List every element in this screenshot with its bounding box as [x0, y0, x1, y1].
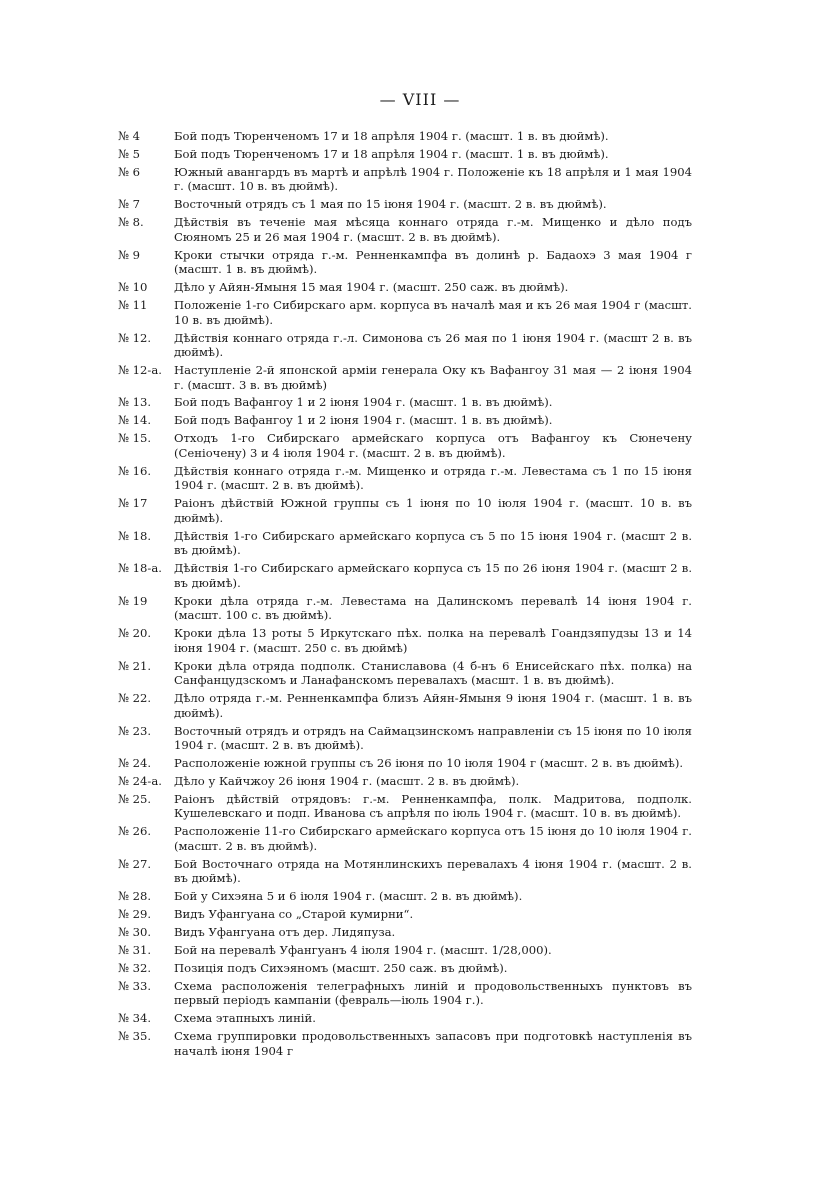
list-item	[118, 1029, 692, 1058]
list-item	[118, 792, 692, 821]
entry-text: Схема группировки продовольственныхъ запасовъ при подготовкѣ наступленія въ началѣ іюня 1904 г	[174, 1029, 692, 1058]
entry-number: № 24-а.	[118, 773, 162, 788]
entry-text: Бой подъ Тюренченомъ 17 и 18 апрѣля 1904 г. (масшт. 1 в. въ дюймѣ).	[174, 146, 609, 161]
entry-number: № 16.	[118, 463, 152, 478]
list-item	[118, 907, 692, 922]
entry-text: Раіонъ дѣйствій Южной группы съ 1 іюня по 10 іюля 1904 г. (масшт. 10 в. въ дюймѣ).	[174, 496, 692, 525]
entry-text: Бой на перевалѣ Уфангуанъ 4 іюля 1904 г. (масшт. 1/28,000).	[174, 943, 552, 957]
list-item	[118, 413, 692, 428]
list-item	[118, 979, 692, 1008]
entry-number: № 24.	[118, 756, 152, 771]
list-item	[118, 363, 692, 392]
entry-text: Дѣйствія въ теченіе мая мѣсяца коннаго отряда г.-м. Мищенко и дѣло подъ Сюяномъ 25 и 26 мая 1904 г. (масшт. 2 в. въ дюймѣ).	[174, 215, 692, 244]
entry-text: Дѣло отряда г.-м. Ренненкампфа близъ Айян-Ямыня 9 іюня 1904 г. (масшт. 1 в. въ дюймѣ).	[174, 691, 692, 720]
list-item	[118, 280, 692, 295]
entry-number: № 9	[118, 247, 141, 262]
entry-text: Схема этапныхъ линій.	[174, 1011, 316, 1026]
entry-text: Бой у Сихэяна 5 и 6 іюля 1904 г. (масшт. 2 в. въ дюймѣ).	[174, 889, 523, 904]
entry-number: № 28.	[118, 889, 152, 904]
list-item	[118, 925, 692, 940]
list-item	[118, 431, 692, 460]
entry-number: № 15.	[118, 431, 152, 446]
entry-number: № 23.	[118, 723, 152, 738]
entry-number: № 32.	[118, 960, 152, 975]
list-item	[118, 529, 692, 558]
entry-text: Расположеніе южной группы съ 26 іюня по 10 іюля 1904 г (масшт. 2 в. въ дюймѣ).	[174, 756, 684, 771]
entry-number: № 12-а.	[118, 362, 162, 377]
entry-number: № 31.	[118, 943, 152, 957]
entry-number: № 10	[118, 280, 148, 295]
entry-text: Отходъ 1-го Сибирскаго армейскаго корпуса отъ Вафангоу къ Сюнечену (Сеніочену) 3 и 4 іюля 1904 г. (масшт. 2 в. въ дюймѣ).	[174, 431, 692, 460]
entry-number: № 4	[118, 129, 141, 143]
list-item	[118, 691, 692, 720]
entry-text: Дѣйствія коннаго отряда г.-м. Мищенко и отряда г.-м. Левестама съ 1 по 15 іюня 1904 г. (масшт. 2 в. въ дюймѣ).	[174, 463, 692, 493]
list-item	[118, 756, 692, 771]
entry-number: № 29.	[118, 907, 152, 922]
entry-text: Дѣйствія 1-го Сибирскаго армейскаго корпуса съ 5 по 15 іюня 1904 г. (масшт 2 в. въ дюймѣ).	[174, 528, 692, 558]
entry-text: Кроки дѣла отряда г.-м. Левестама на Далинскомъ перевалѣ 14 іюня 1904 г. (масшт. 100 с. въ дюймѣ).	[174, 593, 692, 623]
list-item	[118, 561, 692, 590]
list-item	[118, 774, 692, 789]
list-item	[118, 129, 692, 144]
entry-text: Дѣло у Айян-Ямыня 15 мая 1904 г. (масшт. 250 саж. въ дюймѣ).	[174, 280, 569, 295]
entry-text: Бой подъ Тюренченомъ 17 и 18 апрѣля 1904 г. (масшт. 1 в. въ дюймѣ).	[174, 129, 609, 143]
list-item	[118, 824, 692, 853]
list-item	[118, 248, 692, 277]
entry-text: Наступленіе 2-й японской арміи генерала Оку къ Вафангоу 31 мая — 2 іюня 1904 г. (масшт. 3 в. въ дюймѣ)	[174, 362, 692, 392]
list-item	[118, 215, 692, 244]
entry-number: № 18-а.	[118, 561, 162, 576]
list-item	[118, 961, 692, 976]
entry-text: Позиція подъ Сихэяномъ (масшт. 250 саж. въ дюймѣ).	[174, 960, 508, 975]
entry-number: № 19	[118, 593, 148, 608]
list-item	[118, 395, 692, 410]
list-item	[118, 298, 692, 327]
entry-number: № 7	[118, 197, 141, 212]
map-list	[118, 129, 692, 1062]
list-item	[118, 464, 692, 493]
list-item	[118, 331, 692, 360]
list-item	[118, 889, 692, 904]
entry-text: Расположеніе 11-го Сибирскаго армейскаго корпуса отъ 15 іюня до 10 іюля 1904 г. (масшт. 2 в. въ дюймѣ).	[174, 824, 692, 853]
entry-number: № 20.	[118, 626, 152, 641]
list-item	[118, 594, 692, 623]
list-item	[118, 626, 692, 655]
entry-number: № 34.	[118, 1011, 152, 1026]
list-item	[118, 857, 692, 886]
entry-number: № 25.	[118, 791, 152, 806]
entry-number: № 33.	[118, 978, 152, 993]
list-item	[118, 197, 692, 212]
entry-text: Восточный отрядъ съ 1 мая по 15 іюня 1904 г. (масшт. 2 в. въ дюймѣ).	[174, 197, 607, 212]
entry-number: № 14.	[118, 413, 152, 428]
entry-number: № 6	[118, 164, 141, 179]
entry-text: Кроки стычки отряда г.-м. Ренненкампфа въ долинѣ р. Бадаохэ 3 мая 1904 г (масшт. 1 в. въ дюймѣ).	[174, 247, 692, 277]
entry-number: № 17	[118, 496, 148, 511]
entry-number: № 21.	[118, 658, 152, 673]
entry-number: № 11	[118, 298, 148, 313]
entry-text: Видъ Уфангуана отъ дер. Лидяпуза.	[174, 925, 396, 940]
entry-text: Дѣйствія коннаго отряда г.-л. Симонова съ 26 мая по 1 іюня 1904 г. (масшт 2 в. въ дюймѣ).	[174, 330, 692, 360]
entry-number: № 8.	[118, 215, 144, 230]
entry-text: Кроки дѣла отряда подполк. Станиславова (4 б-нъ 6 Енисейскаго пѣх. полка) на Санфанцудзскомъ и Ланафанскомъ перевалахъ (масшт. 1 в. въ дюймѣ).	[174, 658, 692, 688]
entry-text: Дѣйствія 1-го Сибирскаго армейскаго корпуса съ 15 по 26 іюня 1904 г. (масшт 2 в. въ дюймѣ).	[174, 561, 692, 590]
entry-number: № 13.	[118, 395, 152, 410]
entry-number: № 22.	[118, 691, 152, 706]
entry-number: № 18.	[118, 528, 152, 543]
entry-text: Раіонъ дѣйствій отрядовъ: г.-м. Ренненкампфа, полк. Мадритова, подполк. Кушелевскаго и подп. Иванова съ апрѣля по іюль 1904 г. (масшт. 10 в. въ дюймѣ).	[174, 791, 692, 821]
list-item	[118, 943, 692, 958]
entry-number: № 12.	[118, 330, 152, 345]
list-item	[118, 496, 692, 525]
entry-text: Видъ Уфангуана со „Старой кумирни“.	[174, 907, 414, 922]
entry-number: № 27.	[118, 856, 152, 871]
list-item	[118, 165, 692, 194]
list-item	[118, 659, 692, 688]
entry-text: Бой подъ Вафангоу 1 и 2 іюня 1904 г. (масшт. 1 в. въ дюймѣ).	[174, 395, 553, 410]
entry-text: Дѣло у Кайчжоу 26 іюня 1904 г. (масшт. 2 в. въ дюймѣ).	[174, 773, 520, 788]
entry-text: Бой Восточнаго отряда на Мотянлинскихъ перевалахъ 4 іюня 1904 г. (масшт. 2 в. въ дюймѣ).	[174, 856, 692, 886]
list-item	[118, 147, 692, 162]
list-item	[118, 724, 692, 753]
list-item	[118, 1011, 692, 1026]
entry-text: Бой подъ Вафангоу 1 и 2 іюня 1904 г. (масшт. 1 в. въ дюймѣ).	[174, 413, 553, 428]
entry-number: № 26.	[118, 824, 152, 839]
page-number: — VIII —	[379, 90, 461, 109]
entry-text: Восточный отрядъ и отрядъ на Саймацзинскомъ направленіи съ 15 іюня по 10 іюля 1904 г. (масшт. 2 в. въ дюймѣ).	[174, 723, 692, 753]
entry-number: № 35.	[118, 1029, 152, 1044]
entry-text: Положеніе 1-го Сибирскаго арм. корпуса въ началѣ мая и къ 26 мая 1904 г (масшт. 10 в. въ дюймѣ).	[174, 298, 692, 327]
entry-text: Кроки дѣла 13 роты 5 Иркутскаго пѣх. полка на перевалѣ Гоандзяпудзы 13 и 14 іюня 1904 г. (масшт. 250 с. въ дюймѣ)	[174, 626, 692, 655]
entry-text: Южный авангардъ въ мартѣ и апрѣлѣ 1904 г. Положеніе къ 18 апрѣля и 1 мая 1904 г. (масшт. 10 в. въ дюймѣ).	[174, 164, 692, 194]
entry-text: Схема расположенія телеграфныхъ линій и продовольственныхъ пунктовъ въ первый періодъ кампаніи (февраль—іюль 1904 г.).	[174, 978, 692, 1008]
entry-number: № 30.	[118, 925, 152, 940]
entry-number: № 5	[118, 146, 141, 161]
